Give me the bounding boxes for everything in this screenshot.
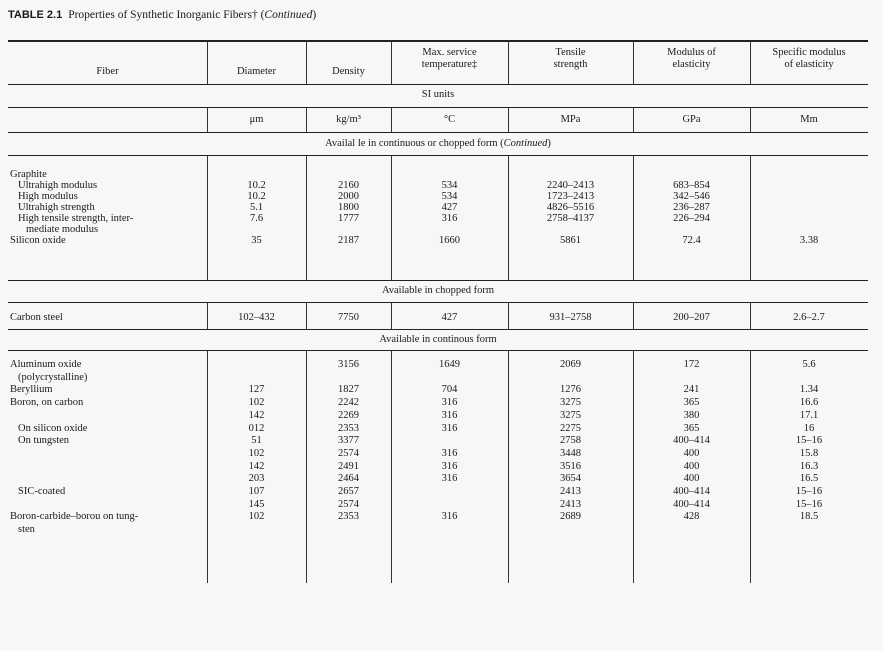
- cell-modulus: 342–546: [673, 191, 710, 202]
- cell-modulus: 226–294: [673, 213, 710, 224]
- fiber-name: Ultrahigh modulus: [18, 180, 98, 191]
- header-tensile: [508, 47, 633, 71]
- cell-specific: 18.5: [799, 511, 819, 523]
- cell-modulus: 400–414: [673, 498, 710, 510]
- section-c-rule: [8, 350, 868, 351]
- cell-temp: 316: [441, 397, 458, 409]
- cell-diameter: 10.2: [247, 191, 266, 202]
- cell-diameter: 7.6: [249, 213, 264, 224]
- cell-specific: 17.1: [799, 409, 819, 421]
- cell-density: 2491: [338, 460, 359, 472]
- cell-tensile: 3516: [560, 460, 581, 472]
- cell-modulus: 200–207: [673, 312, 710, 323]
- cell-tensile: 3654: [560, 473, 581, 485]
- cell-modulus: 172: [683, 359, 700, 370]
- header-service-temp-line2: temperature‡: [421, 59, 478, 70]
- cell-density: 2242: [338, 397, 359, 409]
- cell-density: 2574: [338, 447, 359, 459]
- header-specific: [750, 47, 868, 71]
- fiber-name: High modulus: [18, 191, 78, 202]
- section-c-top-rule: [8, 329, 868, 330]
- cell-temp: 704: [441, 384, 458, 396]
- cell-tensile: 1276: [560, 384, 581, 396]
- cell-tensile: 2758–4137: [546, 213, 595, 224]
- cell-temp: 534: [441, 191, 458, 202]
- header-fiber: Fiber: [96, 66, 119, 77]
- cell-temp: 316: [441, 460, 458, 472]
- cell-temp: 316: [441, 447, 458, 459]
- cell-modulus: 400: [683, 460, 700, 472]
- section-continuous: Available in continous form: [379, 334, 497, 345]
- section-continuous-chopped: [8, 138, 868, 149]
- cell-density: 1777: [338, 213, 359, 224]
- header-modulus-line1: Modulus of: [667, 47, 716, 58]
- cell-diameter: 107: [248, 486, 265, 497]
- section-close: ): [547, 138, 551, 149]
- header-service-temp: [391, 47, 508, 71]
- cell-diameter: 10.2: [247, 180, 266, 191]
- cell-specific: 15–16: [795, 498, 823, 510]
- units-rule: [8, 132, 868, 133]
- cell-specific: 16: [803, 422, 815, 434]
- cell-temp: 534: [441, 180, 458, 191]
- cell-tensile: 2240–2413: [546, 180, 595, 191]
- cell-diameter: 102: [248, 447, 265, 459]
- cell-density: 2574: [338, 498, 359, 510]
- cell-density: 2187: [338, 235, 359, 246]
- cell-temp: 316: [441, 422, 458, 434]
- cell-modulus: 400: [683, 447, 700, 459]
- cell-temp: 1660: [439, 235, 460, 246]
- cell-temp: 1649: [439, 359, 460, 370]
- col-sep: [750, 156, 751, 280]
- header-specific-line2: of elasticity: [784, 59, 834, 70]
- unit-diameter: μm: [249, 114, 264, 125]
- fiber-name: Aluminum oxide: [10, 359, 82, 370]
- fiber-name: mediate modulus: [26, 224, 99, 235]
- unit-density: kg/m³: [336, 114, 361, 125]
- cell-tensile: 2758: [560, 435, 581, 447]
- header-rule: [8, 84, 868, 85]
- cell-density: 2657: [338, 486, 359, 497]
- unit-specific: Mm: [800, 114, 818, 125]
- fiber-name: High tensile strength, inter-: [18, 213, 134, 224]
- cell-density: 1800: [338, 202, 359, 213]
- cell-diameter: 102–432: [238, 312, 275, 323]
- cell-diameter: 102: [248, 397, 265, 409]
- header-tensile-line2: strength: [553, 59, 588, 70]
- table-title-continued: Continued: [264, 9, 313, 21]
- cell-modulus: 365: [683, 397, 700, 409]
- unit-temp: °C: [443, 114, 456, 125]
- fiber-name: Boron-carbide–borou on tung-: [10, 511, 139, 523]
- fiber-name: On tungsten: [18, 435, 70, 447]
- cell-specific: 5.6: [802, 359, 816, 370]
- cell-tensile: 2069: [560, 359, 581, 370]
- cell-tensile: 3448: [560, 447, 581, 459]
- cell-diameter: 145: [248, 498, 265, 510]
- table-title-close: ): [312, 9, 317, 21]
- cell-temp: 316: [441, 511, 458, 523]
- cell-tensile: 2413: [560, 486, 581, 497]
- cell-specific: 3.38: [799, 235, 819, 246]
- fiber-name: Ultrahigh strength: [18, 202, 95, 213]
- cell-specific: 2.6–2.7: [793, 312, 825, 323]
- cell-tensile: 4826–5516: [546, 202, 595, 213]
- cell-diameter: 102: [248, 511, 265, 523]
- fiber-name: SIC-coated: [18, 486, 66, 497]
- cell-density: 3156: [338, 359, 359, 370]
- cell-density: 2353: [338, 422, 359, 434]
- section-b-top-rule: [8, 280, 868, 281]
- cell-modulus: 236–287: [673, 202, 710, 213]
- si-rule: [8, 107, 868, 108]
- cell-specific: 15–16: [795, 486, 823, 497]
- cell-diameter: 142: [248, 409, 265, 421]
- table-number: TABLE 2.1: [8, 9, 63, 21]
- header-modulus-line2: elasticity: [672, 59, 711, 70]
- cell-modulus: 683–854: [673, 180, 710, 191]
- cell-temp: 316: [441, 473, 458, 485]
- cell-density: 7750: [338, 312, 359, 323]
- cell-specific: 16.3: [799, 460, 819, 472]
- cell-specific: 15.8: [799, 447, 819, 459]
- cell-density: 2000: [338, 191, 359, 202]
- cell-modulus: 428: [683, 511, 700, 523]
- section-chopped: Available in chopped form: [381, 285, 495, 296]
- table-top-rule: [8, 40, 868, 42]
- section-a-rule: [8, 155, 868, 156]
- cell-specific: 15–16: [795, 435, 823, 447]
- unit-modulus: GPa: [682, 114, 701, 125]
- header-density: Density: [332, 66, 365, 77]
- unit-tensile: MPa: [560, 114, 581, 125]
- header-service-temp-line1: Max. service: [422, 47, 477, 58]
- cell-tensile: 3275: [560, 409, 581, 421]
- cell-tensile: 1723–2413: [546, 191, 595, 202]
- fiber-name: (polycrystalline): [18, 371, 88, 383]
- header-tensile-line1: Tensile: [555, 47, 586, 58]
- si-units-label: SI units: [421, 89, 455, 100]
- fiber-name: Silicon oxide: [10, 235, 66, 246]
- cell-density: 2160: [338, 180, 359, 191]
- table-caption: [8, 9, 316, 21]
- cell-modulus: 400: [683, 473, 700, 485]
- cell-specific: 16.5: [799, 473, 819, 485]
- cell-modulus: 241: [683, 384, 700, 396]
- cell-tensile: 2413: [560, 498, 581, 510]
- cell-temp: 427: [441, 312, 458, 323]
- section-continuous-chopped-text: Availal le in continuous or chopped form (: [325, 138, 504, 149]
- cell-tensile: 5861: [560, 235, 581, 246]
- section-continued: Continued: [503, 138, 548, 149]
- cell-diameter: 35: [251, 235, 262, 246]
- cell-modulus: 400–414: [673, 435, 710, 447]
- table-title: Properties of Synthetic Inorganic Fibers† (: [68, 9, 265, 21]
- cell-diameter: 012: [248, 422, 265, 434]
- fiber-name: Beryllium: [10, 384, 53, 396]
- fiber-name: Graphite: [10, 169, 47, 180]
- cell-specific: 1.34: [799, 384, 819, 396]
- cell-diameter: 5.1: [249, 202, 264, 213]
- cell-density: 2353: [338, 511, 359, 523]
- cell-diameter: 142: [248, 460, 265, 472]
- cell-tensile: 2689: [560, 511, 581, 523]
- fiber-name: On silicon oxide: [18, 422, 88, 434]
- cell-density: 1827: [338, 384, 359, 396]
- section-b-rule: [8, 302, 868, 303]
- cell-density: 2464: [338, 473, 359, 485]
- cell-diameter: 203: [248, 473, 265, 485]
- fiber-name: Boron, on carbon: [10, 397, 84, 409]
- cell-modulus: 380: [683, 409, 700, 421]
- cell-diameter: 127: [248, 384, 265, 396]
- cell-specific: 16.6: [799, 397, 819, 409]
- cell-temp: 316: [441, 213, 458, 224]
- cell-tensile: 931–2758: [549, 312, 592, 323]
- fiber-name: sten: [18, 524, 35, 536]
- cell-temp: 316: [441, 409, 458, 421]
- header-specific-line1: Specific modulus: [772, 47, 846, 58]
- cell-density: 2269: [338, 409, 359, 421]
- cell-tensile: 2275: [560, 422, 581, 434]
- cell-modulus: 72.4: [682, 235, 701, 246]
- cell-diameter: 51: [251, 435, 262, 447]
- header-modulus: [633, 47, 750, 71]
- fiber-name: Carbon steel: [10, 312, 63, 323]
- header-diameter: Diameter: [236, 66, 277, 77]
- cell-tensile: 3275: [560, 397, 581, 409]
- cell-temp: 427: [441, 202, 458, 213]
- cell-modulus: 365: [683, 422, 700, 434]
- cell-density: 3377: [338, 435, 359, 447]
- cell-modulus: 400–414: [673, 486, 710, 497]
